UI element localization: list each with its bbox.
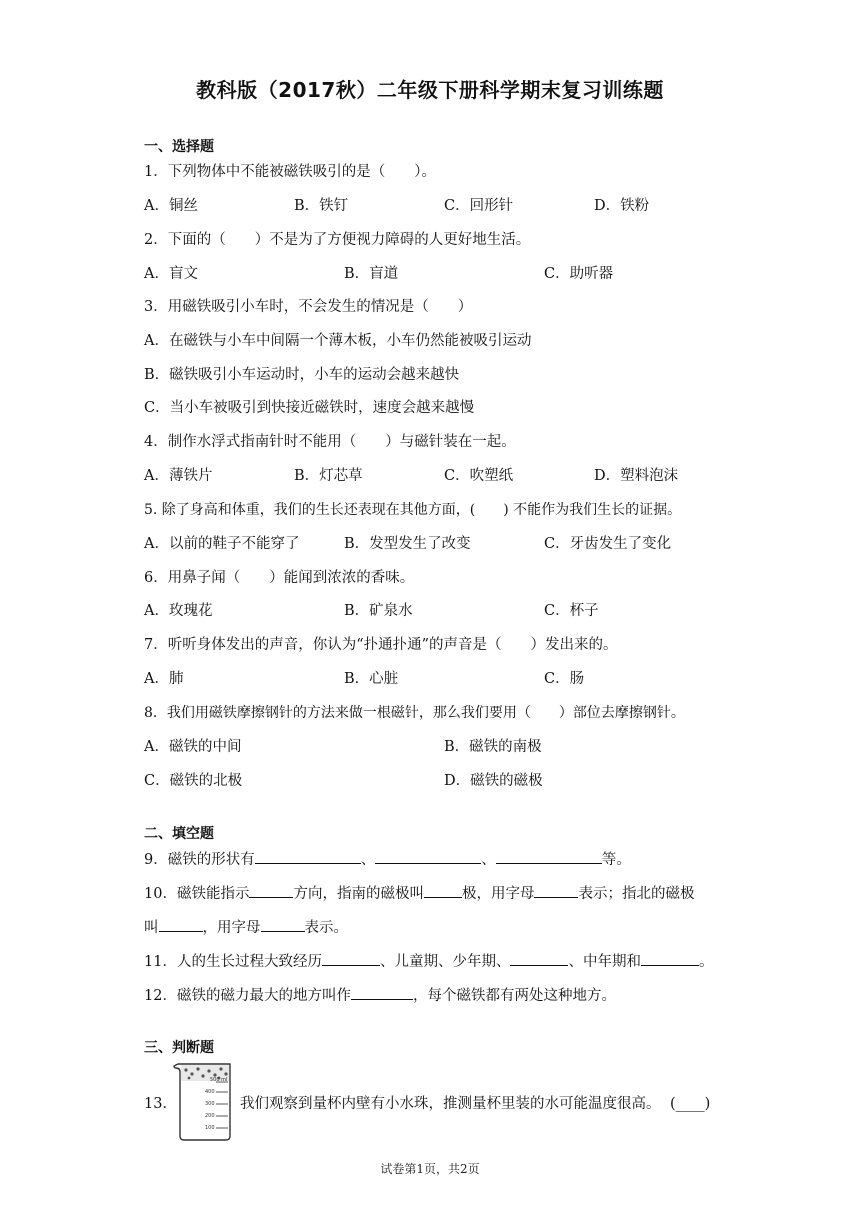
q11-text: 、中年期和 xyxy=(568,954,641,970)
q5-option-b: B．发型发生了改变 xyxy=(344,536,471,552)
q4-option-b: B．灯芯草 xyxy=(294,468,363,484)
q9-text: 9．磁铁的形状有 xyxy=(144,852,255,868)
q11-text: 11．人的生长过程大致经历 xyxy=(144,954,322,970)
answer-blank[interactable] xyxy=(510,951,568,966)
q11-text: 、儿童期、少年期、 xyxy=(379,954,511,970)
page-title: 教科版（2017秋）二年级下册科学期末复习训练题 xyxy=(196,78,664,102)
section-choice-heading: 一、选择题 xyxy=(144,139,214,155)
q3-option-b: B．磁铁吸引小车运动时，小车的运动会越来越快 xyxy=(144,367,460,383)
answer-blank[interactable] xyxy=(261,917,305,932)
answer-blank[interactable] xyxy=(424,883,462,898)
q10-text: ，用字母 xyxy=(202,920,261,936)
q8-option-b: B．磁铁的南极 xyxy=(444,739,542,755)
beaker-mark-label: 500 ml xyxy=(210,1077,228,1083)
q10-text: 叫 xyxy=(144,920,159,936)
q1-option-b: B．铁钉 xyxy=(294,198,349,214)
q11-text: 。 xyxy=(698,954,714,970)
q4-option-c: C．吹塑纸 xyxy=(444,468,514,484)
q8-option-d: D．磁铁的磁极 xyxy=(444,773,543,789)
answer-blank[interactable] xyxy=(255,849,361,864)
question-4-stem: 4．制作水浮式指南针时不能用（ ）与磁针装在一起。 xyxy=(144,434,516,450)
question-9 xyxy=(144,849,631,870)
beaker-mark-label: 400 xyxy=(205,1089,215,1095)
answer-blank[interactable] xyxy=(641,951,699,966)
beaker-mark-label: 300 xyxy=(205,1101,215,1107)
q1-option-d: D．铁粉 xyxy=(594,198,650,214)
q10-text: 10．磁铁能指示 xyxy=(144,886,250,902)
question-3-stem: 3．用磁铁吸引小车时，不会发生的情况是（ ） xyxy=(144,299,473,315)
question-7-stem: 7．听听身体发出的声音，你认为“扑通扑通”的声音是（ ）发出来的。 xyxy=(144,637,618,653)
question-13-text: 我们观察到量杯内壁有小水珠，推测量杯里装的水可能温度很高。 xyxy=(240,1096,661,1112)
q10-text: 表示；指北的磁极 xyxy=(578,886,695,902)
question-12 xyxy=(144,985,616,1006)
q1-option-c: C．回形针 xyxy=(444,198,514,214)
q6-option-c: C．杯子 xyxy=(544,603,599,619)
q9-separator: 、 xyxy=(360,852,376,868)
question-11 xyxy=(144,951,713,972)
q8-option-a: A．磁铁的中间 xyxy=(144,739,242,755)
q12-text: 12．磁铁的磁力最大的地方叫作 xyxy=(144,988,351,1004)
beaker-mark-label: 100 xyxy=(205,1125,215,1131)
q2-option-c: C．助听器 xyxy=(544,266,614,282)
question-6-stem: 6．用鼻子闻（ ）能闻到浓浓的香味。 xyxy=(144,570,415,586)
q1-option-a: A．铜丝 xyxy=(144,198,198,214)
measuring-cup-image xyxy=(172,1062,234,1142)
q5-option-a: A．以前的鞋子不能穿了 xyxy=(144,536,300,552)
answer-blank[interactable] xyxy=(249,883,293,898)
q7-option-a: A．肺 xyxy=(144,671,184,687)
q2-option-a: A．盲文 xyxy=(144,266,198,282)
question-2-stem: 2．下面的（ ）不是为了方便视力障碍的人更好地生活。 xyxy=(144,232,531,248)
q3-option-c: C．当小车被吸引到快接近磁铁时，速度会越来越慢 xyxy=(144,400,475,416)
section-fill-heading: 二、填空题 xyxy=(144,826,214,842)
question-8-stem: 8．我们用磁铁摩擦钢针的方法来做一根磁针，那么我们要用（ ）部位去摩擦钢针。 xyxy=(144,705,685,721)
q12-text: ，每个磁铁都有两处这种地方。 xyxy=(412,988,616,1004)
answer-blank[interactable] xyxy=(159,917,203,932)
q5-option-c: C．牙齿发生了变化 xyxy=(544,536,672,552)
q10-text: 方向，指南的磁极叫 xyxy=(293,886,424,902)
q7-option-c: C．肠 xyxy=(544,671,585,687)
q9-separator: 、 xyxy=(481,852,496,868)
q4-option-d: D．塑料泡沫 xyxy=(594,468,679,484)
q2-option-b: B．盲道 xyxy=(344,266,399,282)
answer-blank[interactable] xyxy=(322,951,380,966)
answer-blank[interactable] xyxy=(534,883,578,898)
q10-text: 表示。 xyxy=(304,920,348,936)
q8-option-c: C．磁铁的北极 xyxy=(144,773,243,789)
q6-option-a: A．玫瑰花 xyxy=(144,603,213,619)
beaker-mark-label: 200 xyxy=(205,1113,215,1119)
question-10-line-1 xyxy=(144,883,694,904)
answer-blank[interactable] xyxy=(351,985,413,1000)
answer-blank[interactable] xyxy=(375,849,481,864)
q4-option-a: A．薄铁片 xyxy=(144,468,213,484)
answer-paren[interactable]: (____) xyxy=(670,1096,711,1112)
q9-end: 等。 xyxy=(601,852,631,868)
question-1-stem: 1．下列物体中不能被磁铁吸引的是（ ）。 xyxy=(144,164,436,180)
section-judge-heading: 三、判断题 xyxy=(144,1040,214,1056)
question-13-number: 13． xyxy=(144,1096,177,1112)
page-footer: 试卷第1页，共2页 xyxy=(380,1162,480,1176)
q10-text: 极，用字母 xyxy=(461,886,535,902)
q3-option-a: A．在磁铁与小车中间隔一个薄木板，小车仍然能被吸引运动 xyxy=(144,333,532,349)
q6-option-b: B．矿泉水 xyxy=(344,603,413,619)
question-10-line-2 xyxy=(144,917,348,938)
question-5-stem: 5. 除了身高和体重，我们的生长还表现在其他方面，( ) 不能作为我们生长的证据。 xyxy=(144,502,682,518)
q7-option-b: B．心脏 xyxy=(344,671,399,687)
answer-blank[interactable] xyxy=(496,849,602,864)
